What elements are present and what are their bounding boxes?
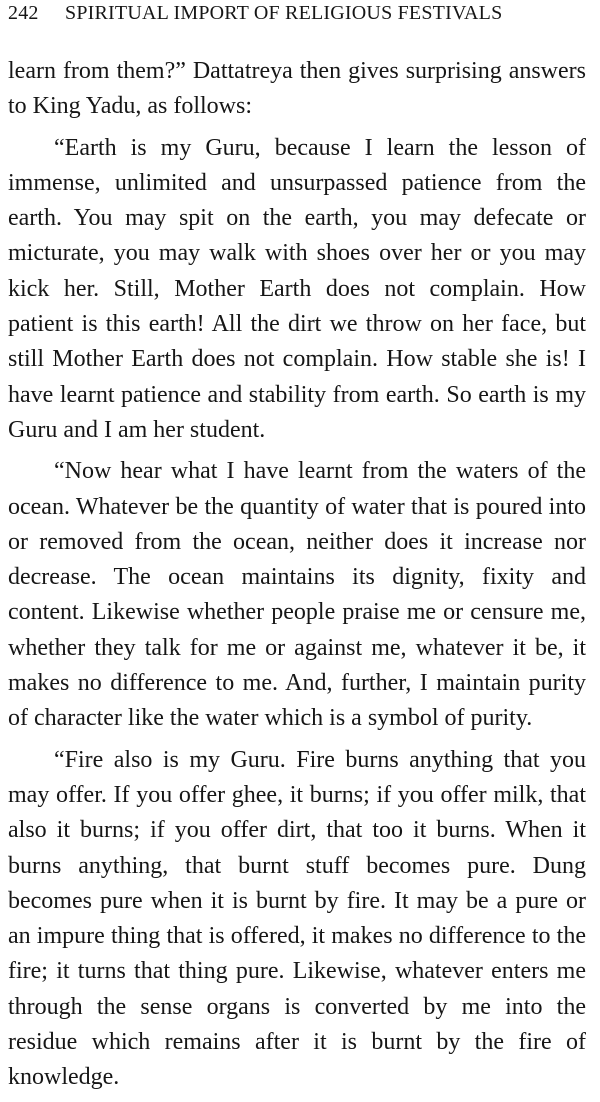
paragraph-earth: “Earth is my Guru, because I learn the lesson of immense, unlimited and unsurpassed patience from the earth. You may spit on the earth, you may defecate or micturate, you may walk with shoes over her or you may kick her. Still, Mother Earth does not complain. How patient is this earth! All the dirt we throw on her face, but still Mother Earth does not complain. How stable she is! I have learnt patience and stability from earth. So earth is my Guru and I am her student. <box>8 134 586 443</box>
paragraph-ocean: “Now hear what I have learnt from the waters of the ocean. Whatever be the quantity of water that is poured into or removed from the ocean, neither does it increase nor decrease. The ocean maintains its dignity, fixity and content. Likewise whether people praise me or censure me, whether they talk for me or against me, whatever it be, it makes no difference to me. And, further, I maintain purity of character like the water which is a symbol of purity. <box>8 458 586 732</box>
body-text <box>8 54 586 1102</box>
page-number: 242 <box>8 2 39 24</box>
paragraph-continuation: learn from them?” Dattatreya then gives surprising answers to King Yadu, as follows: <box>8 58 586 120</box>
paragraph-fire: “Fire also is my Guru. Fire burns anything that you may offer. If you offer ghee, it burns; if you offer milk, that also it burns; if you offer dirt, that too it burns. When it burns anything, that burnt stuff becomes pure. Dung becomes pure when it is burnt by fire. It may be a pure or an impure thing that is offered, it makes no difference to the fire; it turns that thing pure. Likewise, whatever enters me through the sense organs is converted by me into the residue which remains after it is burnt by the fire of knowledge. <box>8 746 586 1091</box>
running-head <box>8 0 586 28</box>
running-title: SPIRITUAL IMPORT OF RELIGIOUS FESTIVALS <box>65 2 503 24</box>
